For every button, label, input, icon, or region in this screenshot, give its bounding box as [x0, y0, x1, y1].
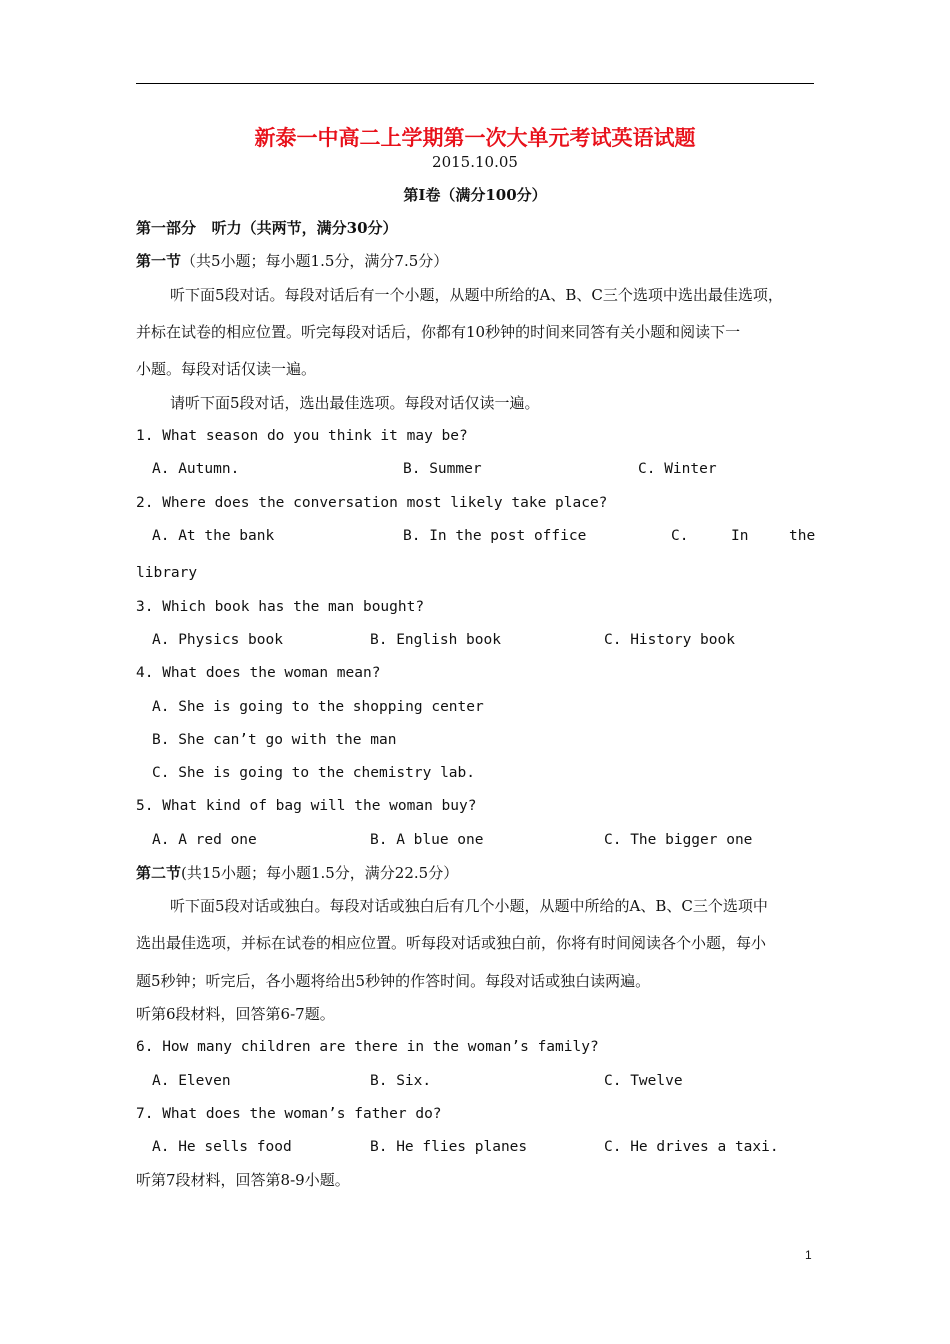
page-number: 1 [805, 1248, 812, 1262]
header-rule [136, 83, 814, 84]
section1-instruction-1: 听下面5段对话。每段对话后有一个小题，从题中所给的A、B、C三个选项中选出最佳选项， [170, 286, 783, 304]
question-2-option-c-letter: C. [671, 528, 689, 544]
question-2-option-c-word2: the [789, 528, 816, 544]
question-2-option-c-word1: In [731, 528, 749, 544]
material-7-note: 听第7段材料，回答第8-9小题。 [136, 1171, 350, 1189]
section1-detail: （共5小题；每小题1.5分，满分7.5分） [181, 252, 449, 270]
question-3-stem: 3. Which book has the man bought? [136, 599, 425, 615]
section1-label: 第一节 [136, 252, 182, 270]
question-4-option-b: B. She can’t go with the man [152, 732, 397, 748]
question-6-option-c: C. Twelve [604, 1073, 683, 1089]
question-7-option-b: B. He flies planes [370, 1139, 528, 1155]
exam-title: 新泰一中高二上学期第一次大单元考试英语试题 [254, 125, 696, 150]
question-3-option-c: C. History book [604, 632, 735, 648]
section2-instruction-3: 题5秒钟；听完后，各小题将给出5秒钟的作答时间。每段对话或独白读两遍。 [136, 972, 651, 990]
section2-instruction-2: 选出最佳选项，并标在试卷的相应位置。听每段对话或独白前，你将有时间阅读各个小题，每小 [136, 934, 767, 952]
part1-heading: 第一部分 听力（共两节，满分30分） [136, 219, 398, 237]
question-4-option-a: A. She is going to the shopping center [152, 699, 484, 715]
section1-instruction-3: 小题。每段对话仅读一遍。 [136, 360, 317, 378]
question-5-option-c: C. The bigger one [604, 832, 753, 848]
question-1-option-a: A. Autumn. [152, 461, 240, 477]
section2-instruction-1: 听下面5段对话或独白。每段对话或独白后有几个小题，从题中所给的A、B、C三个选项中 [170, 897, 768, 915]
question-4-stem: 4. What does the woman mean? [136, 665, 381, 681]
section1-heading [136, 251, 448, 271]
section2-heading [136, 863, 458, 883]
question-6-stem: 6. How many children are there in the woman’s family? [136, 1039, 599, 1055]
question-7-option-a: A. He sells food [152, 1139, 292, 1155]
question-1-stem: 1. What season do you think it may be? [136, 428, 468, 444]
question-5-option-b: B. A blue one [370, 832, 484, 848]
question-2-option-b: B. In the post office [403, 528, 587, 544]
material-6-note: 听第6段材料，回答第6-7题。 [136, 1005, 335, 1023]
question-6-option-b: B. Six. [370, 1073, 432, 1089]
section1-instruction-2: 并标在试卷的相应位置。听完每段对话后，你都有10秒钟的时间来同答有关小题和阅读下一 [136, 323, 741, 341]
question-7-stem: 7. What does the woman’s father do? [136, 1106, 442, 1122]
section2-label: 第二节 [136, 864, 182, 882]
section2-detail: (共15小题；每小题1.5分，满分22.5分） [181, 864, 459, 882]
question-1-option-c: C. Winter [638, 461, 717, 477]
question-3-option-b: B. English book [370, 632, 501, 648]
question-4-option-c: C. She is going to the chemistry lab. [152, 765, 476, 781]
question-7-option-c: C. He drives a taxi. [604, 1139, 779, 1155]
question-2-option-a: A. At the bank [152, 528, 275, 544]
question-5-option-a: A. A red one [152, 832, 257, 848]
question-1-option-b: B. Summer [403, 461, 482, 477]
question-3-option-a: A. Physics book [152, 632, 283, 648]
question-6-option-a: A. Eleven [152, 1073, 231, 1089]
question-2-stem: 2. Where does the conversation most likely take place? [136, 495, 608, 511]
exam-date: 2015.10.05 [432, 153, 518, 171]
question-2-option-c-word3: library [136, 565, 198, 581]
section1-prompt: 请听下面5段对话，选出最佳选项。每段对话仅读一遍。 [170, 394, 540, 412]
question-5-stem: 5. What kind of bag will the woman buy? [136, 798, 477, 814]
volume-heading: 第Ⅰ卷（满分100分） [403, 186, 547, 204]
